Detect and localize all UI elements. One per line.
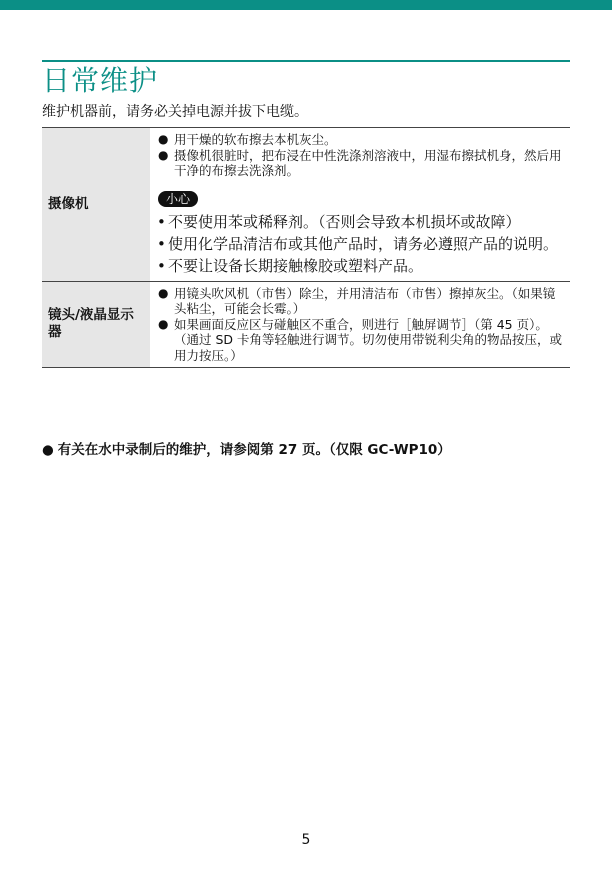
- bullet-icon: ●: [42, 442, 54, 458]
- caution-item: • 不要让设备长期接触橡胶或塑料产品。: [158, 255, 566, 277]
- top-accent-bar: [0, 0, 612, 10]
- list-item: ● 用镜头吹风机（市售）除尘，并用清洁布（市售）擦掉灰尘。（如果镜头粘尘，可能会长霉。）: [158, 286, 566, 317]
- row-content-lens: [150, 281, 570, 368]
- table-row-lens: [42, 281, 570, 368]
- lens-note: （通过 SD 卡角等轻触进行调节。切勿使用带锐利尖角的物品按压，或用力按压。）: [174, 332, 563, 363]
- list-item: ● 如果画面反应区与碰触区不重合，则进行［触屏调节］（第 45 页）。: [158, 317, 566, 333]
- footnote: [42, 441, 451, 459]
- list-item: ● 摄像机很脏时，把布浸在中性洗涤剂溶液中，用湿布擦拭机身，然后用干净的布擦去洗涤剂。: [158, 148, 566, 179]
- page-title: 日常维护: [42, 64, 159, 97]
- caution-item: • 不要使用苯或稀释剂。（否则会导致本机损坏或故障）: [158, 211, 566, 233]
- caution-item: • 使用化学品清洁布或其他产品时，请务必遵照产品的说明。: [158, 233, 566, 255]
- row-content-camera: [150, 128, 570, 282]
- row-label-camera: 摄像机: [42, 128, 150, 282]
- caution-badge: 小心: [158, 191, 198, 207]
- intro-text: 维护机器前，请务必关掉电源并拔下电缆。: [42, 104, 308, 120]
- page-number: 5: [301, 832, 311, 848]
- title-section: [42, 60, 570, 98]
- footnote-text: 有关在水中录制后的维护，请参阅第 27 页。（仅限 GC-WP10）: [57, 442, 451, 458]
- row-label-lens: 镜头/液晶显示器: [42, 281, 150, 368]
- table-row-camera: [42, 128, 570, 282]
- care-table: [42, 127, 570, 368]
- list-item: ● 用干燥的软布擦去本机灰尘。: [158, 132, 566, 148]
